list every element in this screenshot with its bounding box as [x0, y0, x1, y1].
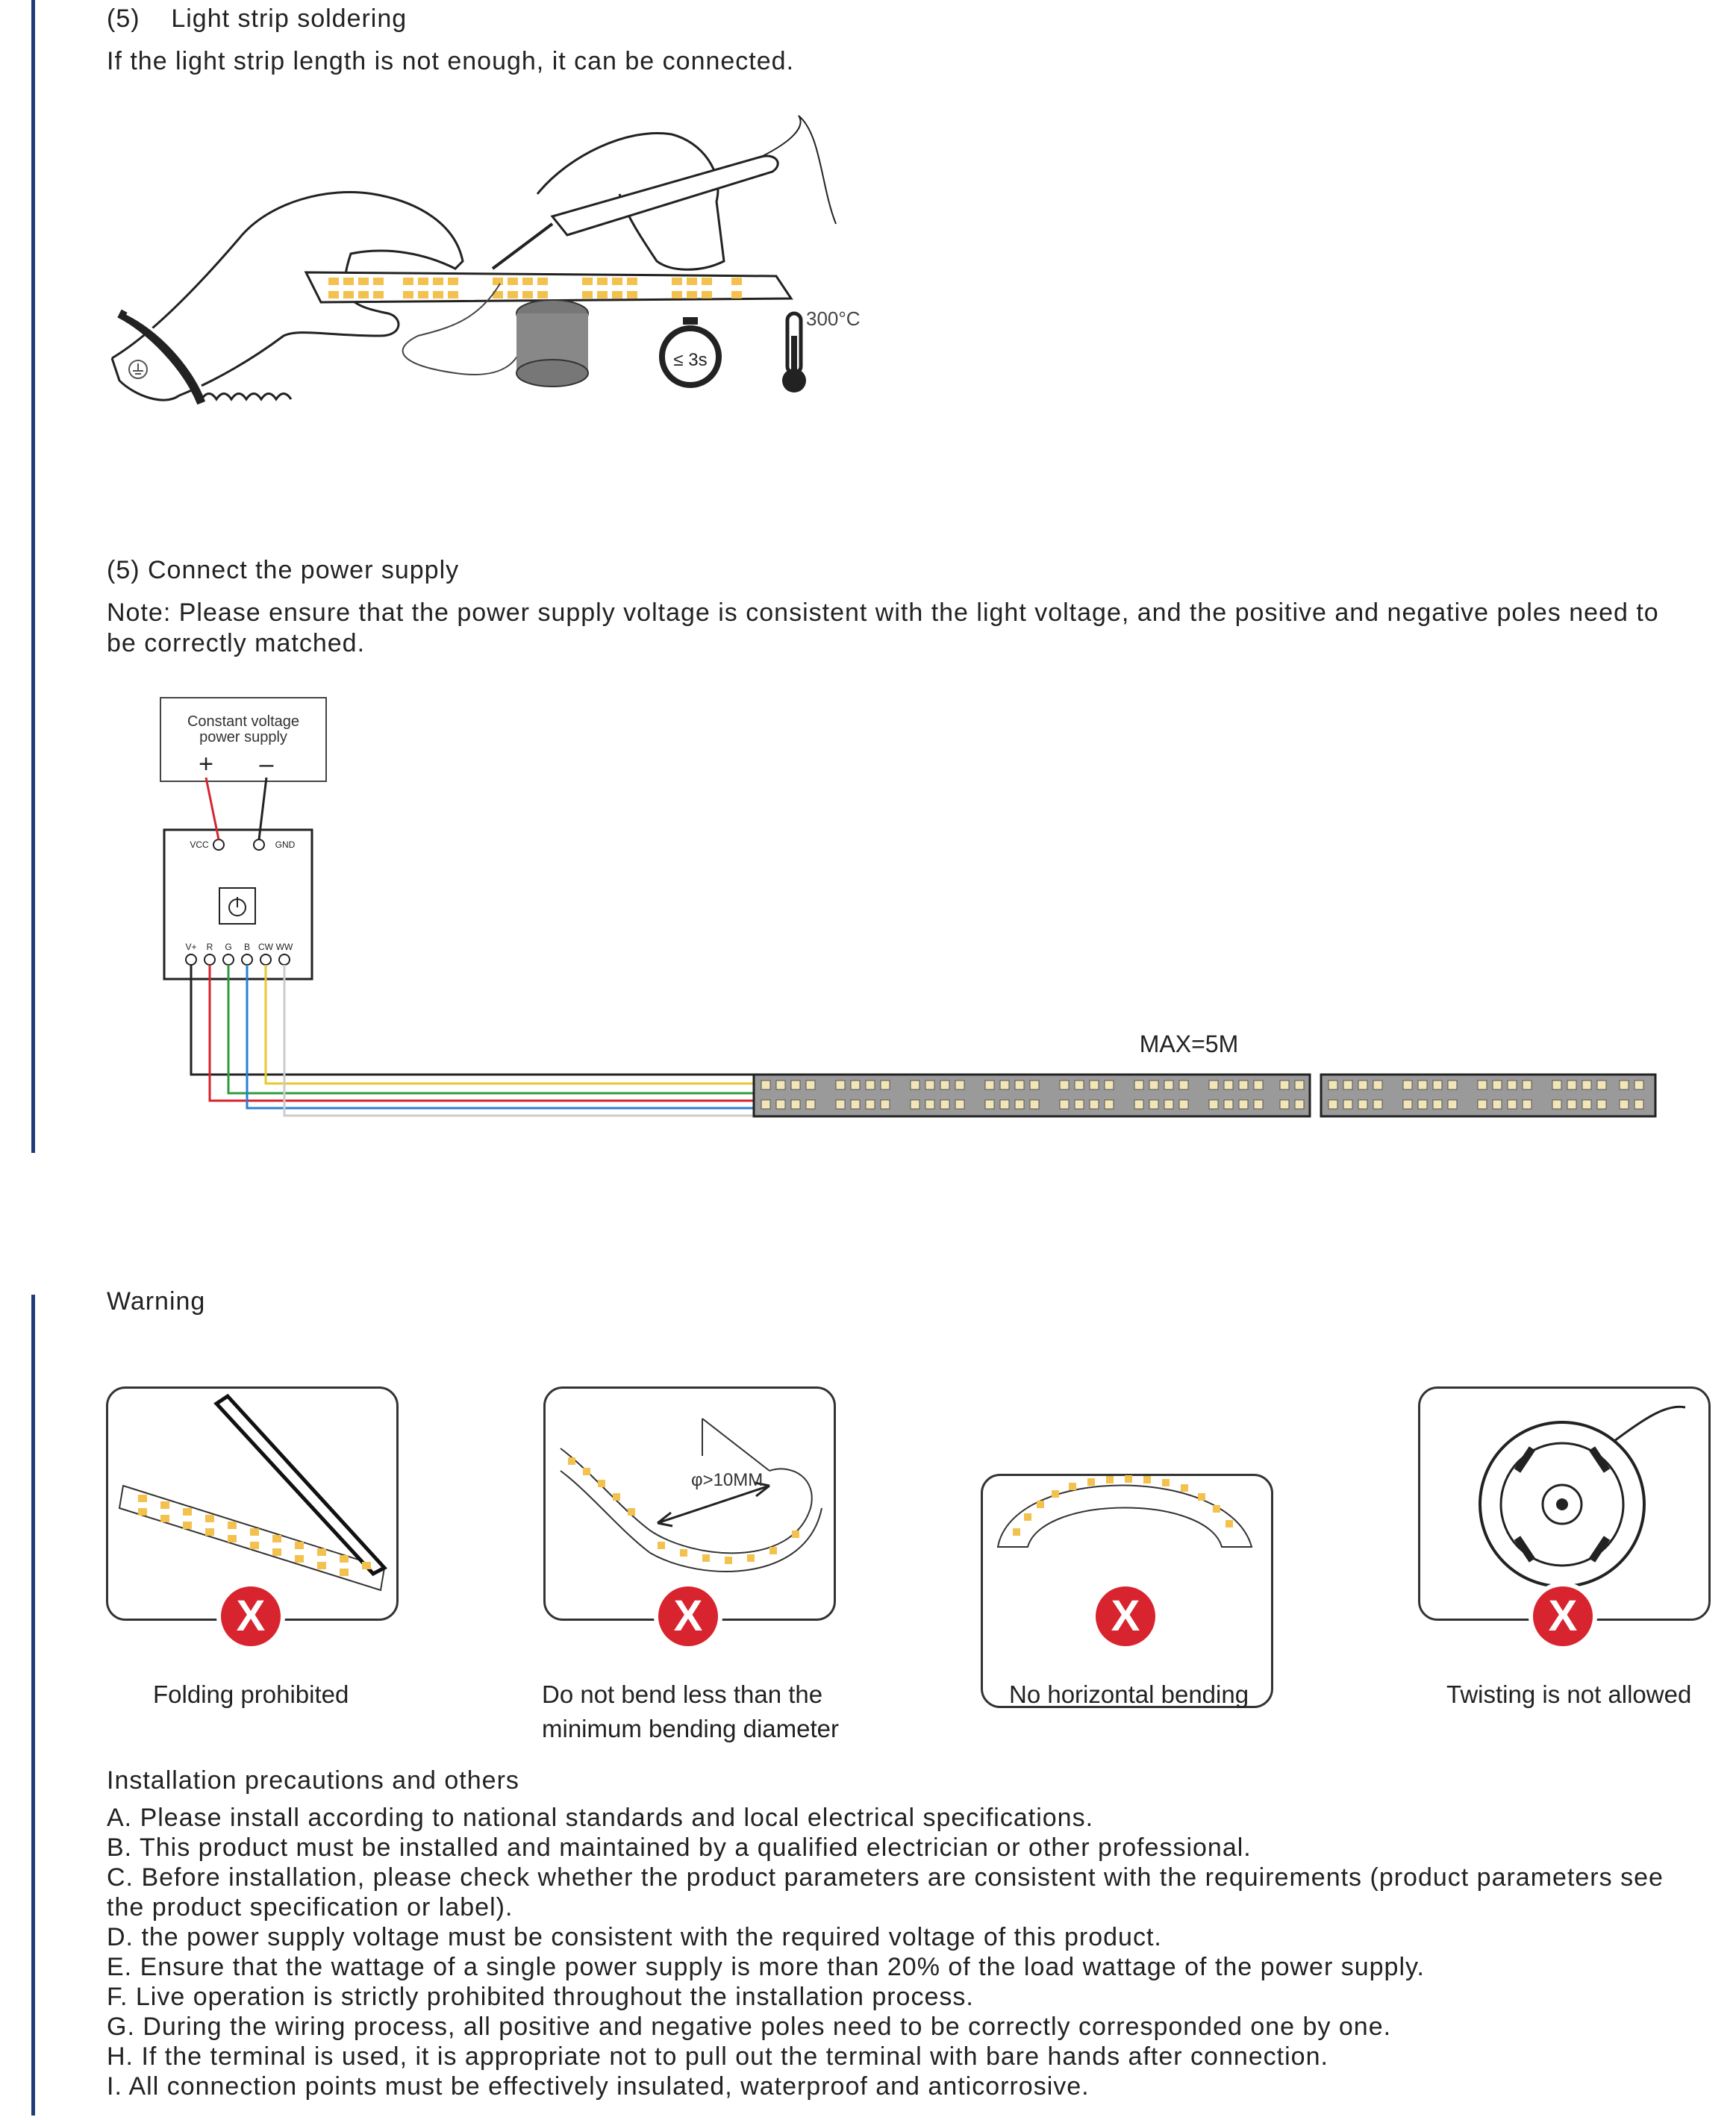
warning-label-twisting: Twisting is not allowed — [1446, 1680, 1692, 1708]
power-note: Note: Please ensure that the power supply voltage is consistent with the light voltage, and the positive and negative poles need to be correctly matched. — [107, 598, 1659, 657]
pin-ww: WW — [275, 942, 293, 952]
vcc-label: VCC — [190, 839, 209, 850]
accent-bar-bottom — [31, 1295, 35, 2116]
precaution-item: C. Before installation, please check whether the product parameters are consistent with the requirements (product parameters see the product specification or label). — [107, 1863, 1664, 1922]
precaution-item: D. the power supply voltage must be consistent with the required voltage of this product. — [107, 1923, 1162, 1951]
warning-x-icon-3: X — [1091, 1582, 1160, 1651]
pin-cw: CW — [258, 942, 273, 952]
precautions-title: Installation precautions and others — [107, 1766, 519, 1795]
pin-g: G — [225, 942, 232, 952]
precaution-item: H. If the terminal is used, it is appropriate not to pull out the terminal with bare hands after connection. — [107, 2042, 1328, 2071]
warning-label-bend-diameter: Do not bend less than the minimum bending diameter — [542, 1680, 840, 1742]
power-supply-label-1: Constant voltage — [187, 713, 300, 730]
warning-x-icon-4: X — [1529, 1582, 1597, 1651]
plus-sign: + — [199, 750, 213, 778]
pin-b: B — [243, 942, 251, 952]
soldering-heading: (5) Light strip soldering — [107, 4, 408, 33]
soldering-illustration — [104, 112, 861, 455]
soldering-text: If the light strip length is not enough, it can be connected. — [107, 47, 795, 75]
warning-x-icon-1: X — [216, 1582, 285, 1651]
precaution-item: G. During the wiring process, all positive and negative poles need to be correctly corresponded one by one. — [107, 2013, 1392, 2041]
pin-vplus: V+ — [185, 942, 197, 952]
gnd-label: GND — [275, 839, 296, 850]
accent-bar-top — [31, 0, 35, 1153]
warning-title: Warning — [107, 1287, 206, 1316]
precaution-item: B. This product must be installed and maintained by a qualified electrician or other professional. — [107, 1833, 1252, 1862]
timer-label: ≤ 3s — [673, 350, 708, 370]
horizontal-bending-illustration — [983, 1398, 1271, 1547]
max-length-label: MAX=5M — [1139, 1031, 1239, 1057]
minus-sign: – — [259, 750, 274, 778]
warning-label-folding: Folding prohibited — [153, 1680, 349, 1708]
temperature-label: 300°C — [806, 307, 861, 330]
precautions-list — [107, 1803, 1704, 2101]
precaution-item: I. All connection points must be effectively insulated, waterproof and anticorrosive. — [107, 2072, 1090, 2101]
wiring-diagram — [157, 694, 1664, 1127]
warning-label-horizontal: No horizontal bending — [1009, 1680, 1249, 1708]
diameter-label: φ>10MM — [691, 1470, 764, 1490]
power-heading: (5) Connect the power supply — [107, 556, 460, 584]
precaution-item: E. Ensure that the wattage of a single power supply is more than 20% of the load wattage of the power supply. — [107, 1953, 1425, 1981]
warning-x-icon-2: X — [654, 1582, 722, 1651]
precaution-item: A. Please install according to national standards and local electrical specifications. — [107, 1804, 1094, 1832]
precaution-item: F. Live operation is strictly prohibited throughout the installation process. — [107, 1983, 974, 2011]
power-supply-label-2: power supply — [199, 729, 287, 745]
pin-r: R — [206, 942, 213, 952]
